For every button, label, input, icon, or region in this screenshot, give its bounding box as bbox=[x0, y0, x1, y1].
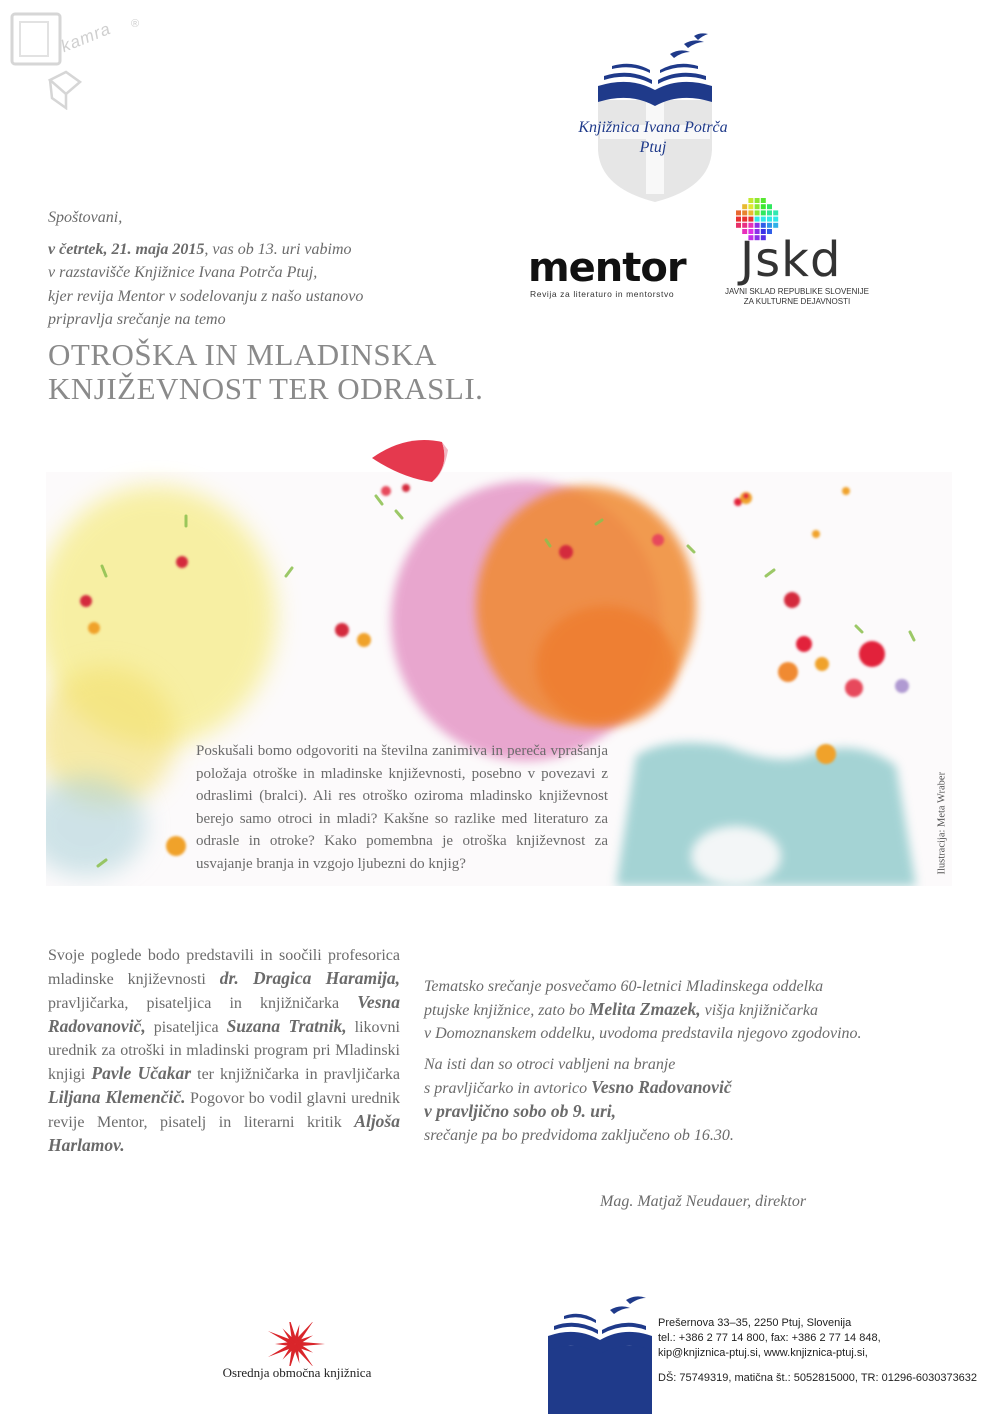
watermark-text: kamra bbox=[58, 18, 114, 57]
library-name bbox=[548, 118, 758, 158]
jskd-grid-square bbox=[742, 204, 747, 209]
details-line-2b: višja knjižničarka bbox=[700, 1002, 818, 1019]
headline-line2: KNJIŽEVNOST TER ODRASLI. bbox=[48, 371, 484, 406]
library-contact-info bbox=[658, 1316, 977, 1386]
director-signature: Mag. Matjaž Neudauer, direktor bbox=[600, 1193, 807, 1210]
library-name-line2: Ptuj bbox=[639, 139, 667, 156]
jskd-grid-square bbox=[761, 223, 766, 228]
jskd-grid-square bbox=[748, 223, 753, 228]
jskd-grid-square bbox=[736, 217, 741, 222]
details-line-2 bbox=[424, 998, 964, 1022]
details-line-5a: s pravljičarko in avtorico bbox=[424, 1080, 592, 1097]
jskd-grid-square bbox=[736, 223, 741, 228]
jskd-grid-square bbox=[748, 198, 753, 203]
event-date: v četrtek, 21. maja 2015 bbox=[48, 240, 205, 258]
library-name-line1: Knjižnica Ivana Potrča bbox=[578, 119, 728, 136]
library-footer-logo bbox=[548, 1292, 652, 1414]
contact-web: kip@knjiznica-ptuj.si, www.knjiznica-ptuj.si, bbox=[658, 1347, 868, 1359]
jskd-grid-square bbox=[755, 198, 760, 203]
jskd-grid-square bbox=[767, 223, 772, 228]
speakers-text-4: likovni urednik za otroški in mladinski program pri Mladinski knjigi bbox=[48, 1019, 400, 1083]
details-line-6 bbox=[424, 1100, 964, 1124]
jskd-grid-square bbox=[773, 210, 778, 215]
details-line-5 bbox=[424, 1076, 964, 1100]
jskd-grid-square bbox=[755, 223, 760, 228]
jskd-grid-square bbox=[742, 217, 747, 222]
jskd-grid-square bbox=[773, 217, 778, 222]
speaker-name-2: Vesna Radovanovič, bbox=[48, 992, 400, 1036]
details-line-3: v Domoznanskem oddelku, uvodoma predstavila njegovo zgodovino. bbox=[424, 1025, 862, 1042]
regional-library-label: Osrednja območna knjižnica bbox=[222, 1365, 372, 1380]
jskd-grid-square bbox=[767, 210, 772, 215]
invitation-intro bbox=[48, 206, 468, 332]
jskd-grid-square bbox=[773, 223, 778, 228]
details-line-7: srečanje pa bo predvidoma zaključeno ob 16.30. bbox=[424, 1127, 734, 1144]
jskd-subtitle-line1: JAVNI SKLAD REPUBLIKE SLOVENIJE bbox=[725, 287, 869, 296]
speakers-text-6: Pogovor bo vodil glavni urednik revije Mentor, pisatelj in literarni kritik bbox=[48, 1090, 400, 1131]
intro-line-2: v razstavišče Knjižnice Ivana Potrča Ptuj, bbox=[48, 264, 318, 281]
speakers-paragraph bbox=[48, 944, 400, 1158]
jskd-grid-square bbox=[748, 210, 753, 215]
jskd-grid-square bbox=[767, 204, 772, 209]
jskd-subtitle bbox=[722, 287, 872, 307]
storytime-place: v pravljično sobo ob 9. uri, bbox=[424, 1101, 617, 1121]
contact-ids: DŠ: 75749319, matična št.: 5052815000, TR: 01296-6030373632 bbox=[658, 1372, 978, 1384]
speakers-text-3: pisateljica bbox=[145, 1019, 227, 1036]
details-line-2a: ptujske knjižnice, zato bo bbox=[424, 1002, 589, 1019]
speakers-text-5: ter knjižničarka in pravljičarka bbox=[191, 1066, 400, 1083]
jskd-grid-square bbox=[748, 204, 753, 209]
jskd-grid-square bbox=[755, 210, 760, 215]
intro-line-1 bbox=[48, 238, 468, 262]
event-headline bbox=[48, 338, 608, 406]
jskd-grid-square bbox=[761, 198, 766, 203]
moderator-name: Aljoša Harlamov. bbox=[48, 1111, 400, 1155]
intro-line-3: kjer revija Mentor v sodelovanju z našo ustanovo bbox=[48, 287, 364, 305]
speakers-text-2: pravljičarka, pisateljica in knjižničarka bbox=[48, 995, 358, 1012]
details-line-4: Na isti dan so otroci vabljeni na branje bbox=[424, 1056, 676, 1073]
jskd-grid-square bbox=[742, 223, 747, 228]
presenter-name: Melita Zmazek, bbox=[588, 999, 701, 1019]
intro-line-1-rest: , vas ob 13. uri vabimo bbox=[204, 240, 352, 258]
jskd-grid-square bbox=[761, 210, 766, 215]
mentor-logo: mentor bbox=[528, 245, 686, 291]
contact-address: Prešernova 33–35, 2250 Ptuj, Slovenija bbox=[658, 1317, 852, 1329]
jskd-grid-square bbox=[742, 210, 747, 215]
jskd-grid-square bbox=[755, 217, 760, 222]
jskd-grid-square bbox=[761, 204, 766, 209]
intro-line-4: pripravlja srečanje na temo bbox=[48, 311, 226, 328]
jskd-grid-square bbox=[755, 204, 760, 209]
jskd-subtitle-line2: ZA KULTURNE DEJAVNOSTI bbox=[743, 297, 851, 306]
illustration-credit-text: Ilustracija: Meta Wraber bbox=[936, 771, 948, 875]
storyteller-name: Vesno Radovanovič bbox=[591, 1077, 732, 1097]
greeting: Spoštovani, bbox=[48, 209, 123, 226]
watermark-registered-mark: ® bbox=[131, 18, 140, 30]
headline-line1: OTROŠKA IN MLADINSKA bbox=[48, 337, 437, 372]
mentor-subtitle: Revija za literaturo in mentorstvo bbox=[530, 289, 675, 299]
jskd-grid-square bbox=[761, 217, 766, 222]
speaker-name-5: Liljana Klemenčič. bbox=[48, 1087, 186, 1107]
jskd-grid-square bbox=[748, 217, 753, 222]
illustration-credit bbox=[934, 745, 948, 877]
speaker-name-3: Suzana Tratnik, bbox=[226, 1016, 347, 1036]
jskd-grid-square bbox=[736, 210, 741, 215]
illustration-paragraph: Poskušali bomo odgovoriti na številna zanimiva in pereča vprašanja položaja otroške in mladinske književnosti, posebno v povezavi z odraslimi (bralci). Ali res otroško oziroma mladinsko književnost berejo samo otroci in mladi? Kakšne so razlike med literaturo za odrasle in otroke? Kako pomembna je otroška književnost za usvajanje branja in vzgojo ljubezni do knjig? bbox=[196, 743, 608, 872]
speakers-text-1: Svoje poglede bodo predstavili in soočili profesorica mladinske književnosti bbox=[48, 947, 400, 988]
contact-phone: tel.: +386 2 77 14 800, fax: +386 2 77 14 848, bbox=[658, 1332, 881, 1344]
details-line-1: Tematsko srečanje posvečamo 60-letnici Mladinskega oddelka bbox=[424, 978, 824, 995]
event-details bbox=[424, 975, 964, 1147]
jskd-grid-square bbox=[767, 217, 772, 222]
regional-library-flower-icon bbox=[262, 1322, 328, 1366]
jskd-logo: Jskd bbox=[740, 232, 842, 288]
speaker-name-1: dr. Dragica Haramija, bbox=[219, 968, 400, 988]
speaker-name-4: Pavle Učakar bbox=[91, 1063, 192, 1083]
